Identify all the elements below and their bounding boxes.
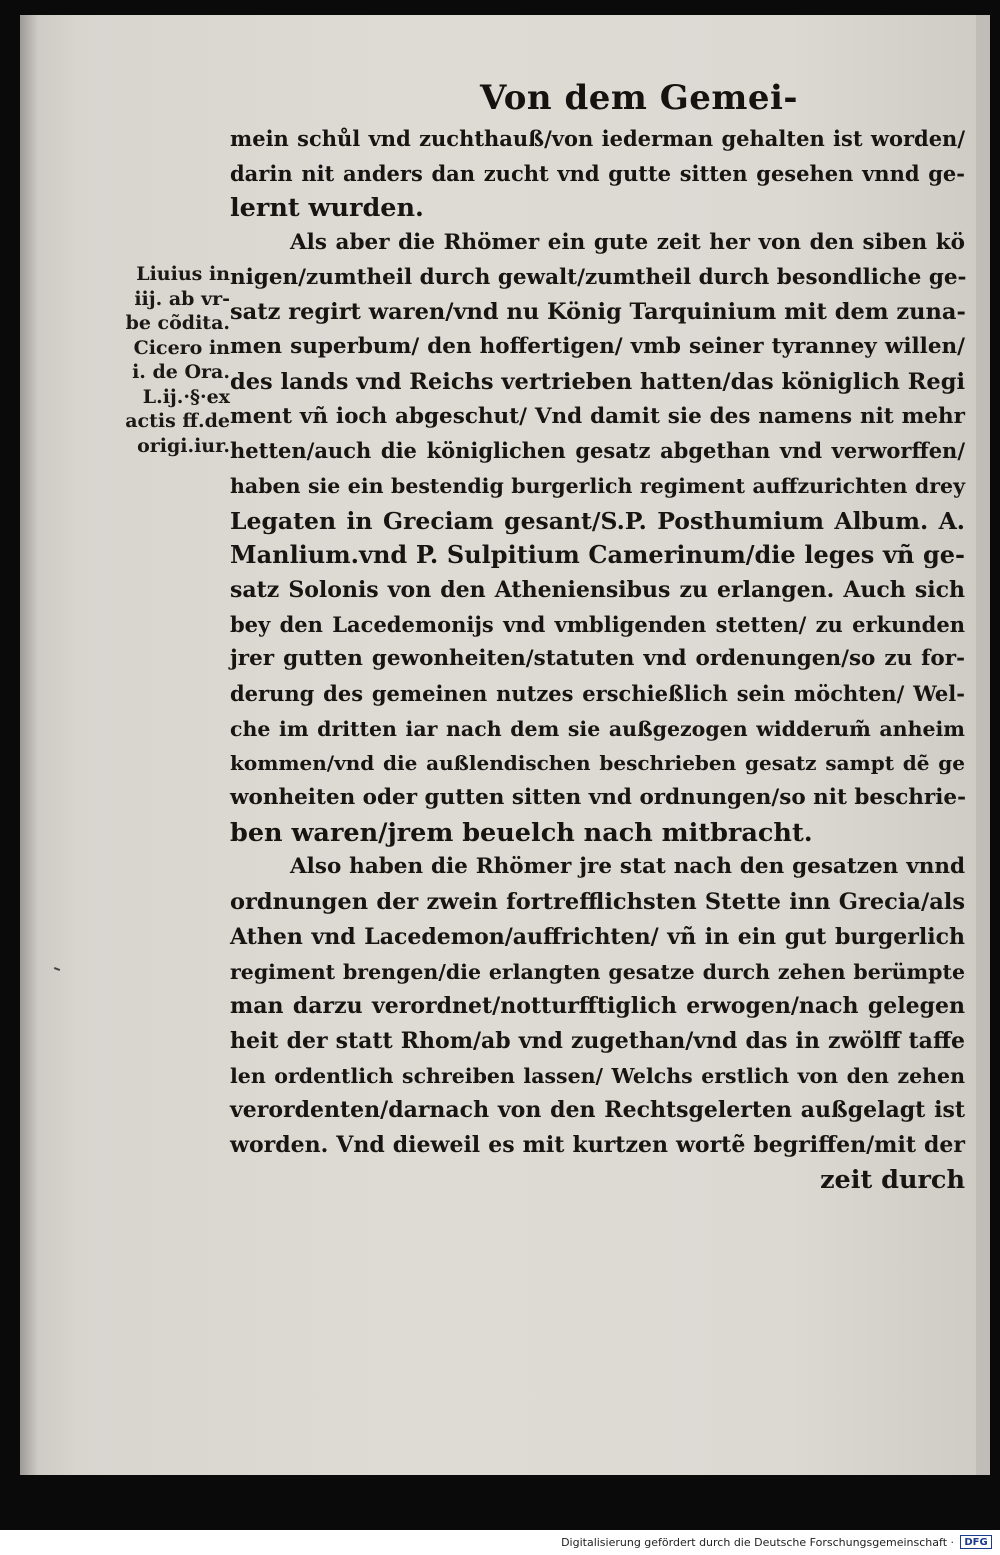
text-line: Athen vnd Lacedemon/auffrichten/ vñ in ein gut burgerlich	[230, 923, 965, 950]
text-line: Manlium.vnd P. Sulpitium Camerinum/die leges vñ ge-	[230, 540, 965, 570]
text-line: darin nit anders dan zucht vnd gutte sitten gesehen vnnd ge-	[230, 160, 965, 186]
text-line: wonheiten oder gutten sitten vnd ordnungen/so nit beschrie-	[230, 785, 967, 811]
text-line: nigen/zumtheil durch gewalt/zumtheil durch besondliche ge-	[230, 264, 967, 290]
dfg-logo: DFG	[960, 1535, 992, 1549]
text-line: ordnungen der zwein fortrefflichsten Stette inn Grecia/als	[230, 889, 965, 916]
marginal-line: iij. ab vr-	[134, 287, 230, 310]
text-line: regiment brengen/die erlangten gesatze durch zehen berümpte	[230, 959, 965, 984]
marginal-citations	[110, 262, 230, 458]
text-line: des lands vnd Reichs vertrieben hatten/das königlich Regi	[230, 368, 965, 395]
text-line: jrer gutten gewonheiten/statuten vnd ordenungen/so zu for-	[230, 646, 965, 672]
marginal-line: i. de Ora.	[132, 361, 230, 383]
text-line: Legaten in Greciam gesant/S.P. Posthumium Album. A.	[230, 506, 965, 535]
text-line: verordenten/darnach von den Rechtsgelerten außgelagt ist	[230, 1097, 965, 1124]
marginal-line: L.ij.·§·ex	[142, 385, 230, 408]
text-line: man darzu verordnet/notturfftiglich erwogen/nach gelegen	[230, 993, 965, 1020]
text-line: mein schůl vnd zuchthauß/von iederman gehalten ist worden/	[230, 126, 965, 151]
text-line: heit der statt Rhom/ab vnd zugethan/vnd das in zwölff taffe	[230, 1027, 965, 1054]
text-line: che im dritten iar nach dem sie außgezogen widderum̃ anheim	[230, 716, 965, 741]
funding-credit: Digitalisierung gefördert durch die Deutsche Forschungsgemeinschaft ·	[561, 1536, 954, 1549]
running-head: Von dem Gemei-	[480, 78, 799, 118]
marginal-line: origi.iur.	[137, 434, 230, 457]
text-line: hetten/auch die königlichen gesatz abgethan vnd verworffen/	[230, 438, 965, 464]
text-line: ben waren/jrem beuelch nach mitbracht.	[230, 817, 813, 848]
text-line: derung des gemeinen nutzes erschießlich sein möchten/ Wel-	[230, 681, 965, 706]
text-line: satz Solonis von den Atheniensibus zu erlangen. Auch sich	[230, 576, 965, 603]
text-line: satz regirt waren/vnd nu König Tarquinium mit dem zuna-	[230, 299, 966, 326]
text-line: Also haben die Rhömer jre stat nach den gesatzen vnnd	[290, 854, 965, 880]
text-line: ment vñ ioch abgeschut/ Vnd damit sie des namens nit mehr	[230, 403, 965, 429]
marginal-line: be cõdita.	[125, 312, 230, 334]
text-line: lernt wurden.	[230, 193, 424, 224]
text-line: bey den Lacedemonijs vnd vmbligenden stetten/ zu erkunden	[230, 611, 965, 637]
text-line: haben sie ein bestendig burgerlich regiment auffzurichten drey	[230, 473, 965, 498]
text-line: Als aber die Rhömer ein gute zeit her von den siben kö	[290, 230, 965, 256]
text-line: len ordentlich schreiben lassen/ Welchs erstlich von den zehen	[230, 1063, 965, 1088]
text-line: men superbum/ den hoffertigen/ vmb seiner tyranney willen/	[230, 334, 965, 360]
marginal-line: Liuius in	[136, 263, 230, 285]
gutter-shadow	[20, 15, 38, 1475]
marginal-line: Cicero in	[133, 336, 230, 359]
text-line: kommen/vnd die außlendischen beschrieben gesatz sampt dẽ ge	[230, 751, 965, 776]
catchword: zeit durch	[820, 1164, 965, 1195]
marginal-line: actis ff.de	[125, 410, 230, 432]
text-line: worden. Vnd dieweil es mit kurtzen wortẽ begriffen/mit der	[230, 1131, 965, 1158]
main-text-block	[230, 122, 965, 1197]
